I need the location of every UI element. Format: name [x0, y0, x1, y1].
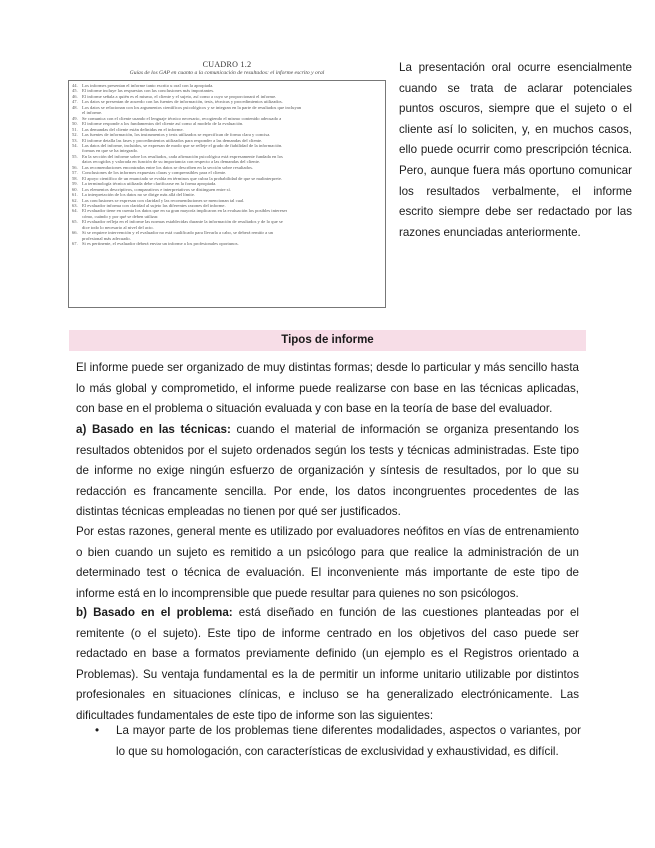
cuadro-item-text: Si se requiere intervención y el evaluador no está cualificado para llevarla a cabo, se deberá remitir a un [82, 230, 273, 236]
cuadro-item-text: El informe responde a los fundamentos del cliente así como al modelo de la evaluación. [82, 121, 244, 127]
section-title: Tipos de informe [69, 330, 586, 351]
cuadro-item-number: 60. [72, 186, 78, 192]
cuadro-item-number: 66. [72, 230, 78, 236]
intro-paragraph: El informe puede ser organizado de muy distintas formas; desde lo particular y más sencillo hasta lo más global y comprometido, el informe puede realizarse con base en las técnicas aplicadas, con base en el problema o situación evaluada y con base en la teoría de base del evaluador. [76, 361, 579, 415]
oral-presentation-paragraph: La presentación oral ocurre esencialmente cuando se trata de aclarar potenciales puntos oscuros, siempre que el sujeto o el cliente así lo soliciten, y, en muchos casos, ello puede ocurrir como prescripción técnica. Pero, aunque fuera más oportuno comunicar los resultados verbalmente, el informe escrito siempre debe ser redactado por las razones enunciadas anteriormente. [399, 61, 632, 239]
reasons-paragraph: Por estas razones, general mente es utilizado por evaluadores neófitos en vías de entrenamiento o bien cuando un sujeto es remitido a un psicólogo para que realice la administración de un determinado test o técnica de evaluación. El inconveniente más importante de este tipo de informe está en lo incomprensible que puede resultar para quienes no son psicólogos. [76, 525, 579, 600]
cuadro-item-text: El informe incluye las respuestas con las conclusiones más importantes. [82, 88, 215, 94]
cuadro-item-text: Los elementos descriptivos, comparativos e interpretativos se distinguen entre sí. [82, 186, 231, 192]
cuadro-item-text: Los informes presentan el informe tanto escrito u oral con la apropiada. [82, 83, 214, 88]
cuadro-item-text: Conclusiones de los informes expuestas claras y comprensibles para el cliente. [82, 170, 227, 176]
cuadro-item-text: El informe detalla las fases y procedimientos utilizados para responder a las demandas del cliente. [82, 137, 263, 143]
problem-based-text: está diseñado en función de las cuestiones planteadas por el remitente (o el sujeto). Este tipo de informe centrado en los objetivos del caso puede ser redactado en base a formatos previamente definido (un ejemplo es el Registros orientado a Problemas). Su ventaja fundamental es la de permitir un informe unitario utilizable por distintos profesionales en situaciones clínicas, e incluso se ha generalizado electrónicamente. Las dificultades fundamentales de este tipo de informe son las siguientes: [76, 606, 580, 722]
cuadro-list [68, 80, 386, 308]
cuadro-item-text: La terminología técnica utilizada debe clarificarse en la forma apropiada. [82, 181, 217, 187]
cuadro-item-text: La interpretación de los datos no se dirige más allá del límite. [82, 192, 196, 198]
cuadro-image [68, 60, 386, 322]
cuadro-item-text: El evaluador refleja en el informe las normas establecidas durante la información de resultados y de lo que se [82, 219, 283, 225]
cuadro-item-number: 55. [72, 153, 78, 159]
technique-based-label: a) Basado en las técnicas: [76, 423, 231, 436]
cuadro-item [72, 241, 382, 246]
cuadro-item-number: 45. [72, 88, 78, 94]
cuadro-item-text: Si es pertinente, el evaluador deberá enviar un informe a los profesionales oportunos. [82, 241, 239, 247]
cuadro-item-number: 61. [72, 192, 78, 198]
cuadro-title: CUADRO 1.2 [202, 60, 252, 69]
cuadro-item-text: Las fuentes de información, los instrumentos y tests utilizados se especifican de forma clara y concisa. [82, 132, 271, 138]
cuadro-item-number: 62. [72, 197, 78, 203]
cuadro-item-text: profesional más adecuado. [82, 235, 131, 241]
cuadro-item-text: El informe señala a quién es el mismo, el cliente y el sujeto, así como a cuyo se proporcionará el informe. [82, 93, 277, 99]
cuadro-item-text: El evaluador informa con claridad al sujeto las diferentes razones del informe. [82, 202, 226, 208]
cuadro-item-number: 53. [72, 137, 78, 143]
bullet-icon: • [95, 724, 100, 737]
cuadro-item-number: 57. [72, 170, 78, 176]
problem-based-label: b) Basado en el problema: [76, 606, 233, 619]
cuadro-item-text: Las demandas del cliente están definidas en el informe. [82, 126, 184, 132]
cuadro-item-number: 67. [72, 241, 78, 247]
bullet-text: La mayor parte de los problemas tiene diferentes modalidades, aspectos o variantes, por lo que su homologación, con características de exclusividad y exhaustividad, es difícil. [116, 724, 581, 758]
bullet-item [95, 721, 581, 762]
cuadro-item-number: 59. [72, 181, 78, 187]
cuadro-item-text: el informe. [82, 110, 103, 116]
cuadro-item-text: Las recomendaciones encontradas entre los datos se describen en la sección sobre resultados. [82, 164, 254, 170]
cuadro-item-text: El apoyo científico de un enunciado se evalúa en términos que cubra la probabilidad de que se malinterprete. [82, 175, 283, 181]
technique-based-text: cuando el material de información se organiza presentando los resultados obtenidos por el sujeto ordenados según los tests y técnicas administradas. Este tipo de informe no exige ningún esfuerzo de organización y síntesis de resultados, por lo que su redacción es francamente sencilla. Por ende, los datos incongruentes procedentes de las distintas técnicas empleadas no tienen por qué ser justificados. [76, 423, 580, 518]
technique-based-paragraph [76, 420, 579, 523]
problem-based-paragraph [76, 603, 579, 726]
cuadro-item-text: Se comunica con el cliente usando el lenguaje técnico necesario, recogiendo el mismo contenido adecuado a [82, 115, 282, 121]
cuadro-item-number: 46. [72, 93, 78, 99]
cuadro-item-number: 63. [72, 202, 78, 208]
cuadro-item-text: dice todo lo necesario al nivel del acto. [82, 224, 154, 230]
cuadro-item-number: 50. [72, 121, 78, 127]
cuadro-item-text: cómo, cuándo y por qué se deben utilizar. [82, 213, 159, 219]
cuadro-item-text: Las datos del informe, incluidos, se expresan de modo que se refleje el grado de fiabilidad de la información. [82, 142, 283, 148]
cuadro-item-number: 56. [72, 164, 78, 170]
cuadro-item-text: datos recogidos y valorada en función de su importancia con respecto a las demandas del cliente. [82, 159, 261, 165]
cuadro-item-number: 52. [72, 132, 78, 138]
cuadro-item-text: Los datos se presentan de acuerdo con las fuentes de información, tests, técnicas y procedimientos utilizados. [82, 99, 283, 105]
cuadro-item-text: El evaluador tiene en cuenta los datos que en su gran mayoría implicaron en la evaluación los posibles intereses [82, 208, 288, 214]
cuadro-item-number: 51. [72, 126, 78, 132]
cuadro-item-text: En la sección del informe sobre los resultados, cada afirmación psicológica está expresamente fundada en los [82, 153, 283, 159]
cuadro-item-text: Las conclusiones se expresan con claridad y las recomendaciones se mencionan tal cual. [82, 197, 245, 203]
cuadro-item-number: 58. [72, 175, 78, 181]
cuadro-item-number: 44. [72, 83, 78, 88]
cuadro-item-number: 49. [72, 115, 78, 121]
cuadro-subtitle: Guías de los GAP en cuanto a la comunicación de resultados: el informe escrito y oral [129, 70, 325, 76]
cuadro-item-number: 47. [72, 99, 78, 105]
cuadro-item-number: 48. [72, 104, 78, 110]
cuadro-item-number: 54. [72, 142, 78, 148]
cuadro-item-number: 64. [72, 208, 78, 214]
cuadro-item-number: 65. [72, 219, 78, 225]
cuadro-item-text: Los datos se relacionan con los argumentos científicos psicológicos y se integran en la parte de resultados que incluyan [82, 104, 302, 110]
cuadro-item-text: formas en que se ha integrado. [82, 148, 139, 154]
